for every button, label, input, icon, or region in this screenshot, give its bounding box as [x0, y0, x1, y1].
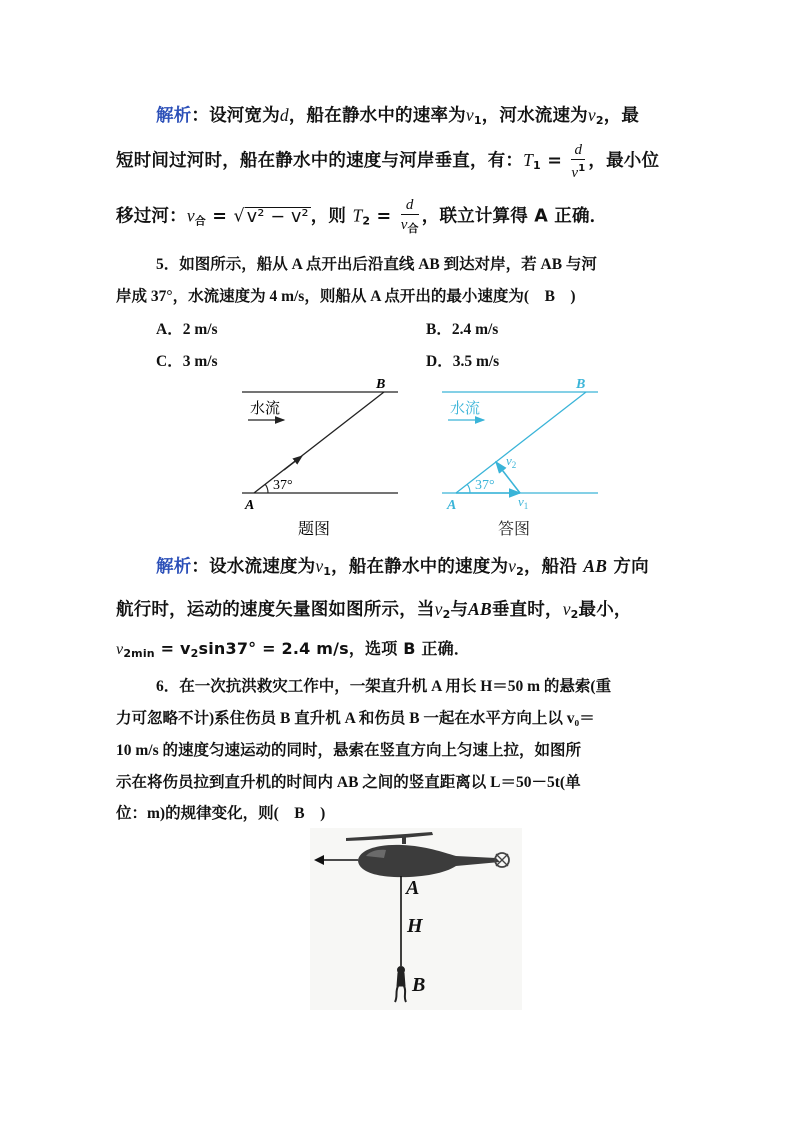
q6-line2: 力可忽略不计)系住伤员 B 直升机 A 和伤员 B 一起在水平方向上以 v₀＝: [116, 710, 595, 727]
q6-line5: 位：m)的规律变化，则( B ): [116, 805, 326, 822]
solution5-line2: 航行时，运动的速度矢量图如图所示，当$v_2$与AB垂直时，$v_2$最小，: [116, 599, 632, 621]
solution4-line2: 短时间过河时，船在静水中的速度与河岸垂直，有：$T_1$ = $\frac{d}{v^1}$ ，最小位: [116, 142, 660, 181]
solution-label: 解析: [156, 557, 192, 577]
q6-line4: 示在将伤员拉到直升机的时间内 AB 之间的竖直距离以 L＝50－5t(单: [116, 774, 581, 791]
v1-label: $v_1$: [518, 494, 529, 511]
fraction-t1: $\frac{d}{v^1}$: [571, 142, 586, 181]
point-b-label: B: [576, 377, 586, 392]
angle-arc: [265, 484, 268, 493]
fraction-t2: $\frac{d}{v_合}$: [400, 197, 419, 235]
angle-arc: [467, 484, 470, 493]
point-a-label: A: [447, 498, 457, 513]
helicopter-figure: [306, 826, 526, 1011]
q5-option-a: A．2 m/s: [156, 321, 218, 338]
q5-option-b: B．2.4 m/s: [426, 321, 499, 338]
v2-label: $v_2$: [506, 453, 517, 470]
solution-label: 解析: [156, 106, 192, 126]
solution4-line1: 解析：设河宽为d，船在静水中的速率为$v_1$，河水流速为$v_2$，最: [156, 105, 640, 127]
q5-line1: 5．如图所示，船从 A 点开出后沿直线 AB 到达对岸，若 AB 与河: [156, 256, 597, 273]
q5-line2: 岸成 37°，水流速度为 4 m/s，则船从 A 点开出的最小速度为( B ): [116, 288, 576, 305]
question-diagram: [242, 377, 398, 538]
label-h: H: [407, 915, 423, 937]
solution5-line1: 解析：设水流速度为$v_1$，船在静水中的速度为$v_2$，船沿 AB 方向: [156, 556, 649, 578]
angle-label: 37°: [475, 478, 495, 493]
q6-line1: 6．在一次抗洪救灾工作中，一架直升机 A 用长 H＝50 m 的悬索(重: [156, 678, 612, 695]
q5-figures: [0, 370, 794, 545]
label-b: B: [412, 974, 426, 996]
water-flow-label: 水流: [250, 399, 281, 417]
q5-option-d: D．3.5 m/s: [426, 353, 500, 370]
answer-figure-caption: 答图: [498, 519, 531, 538]
question-figure-caption: 题图: [298, 519, 331, 538]
label-a: A: [406, 877, 420, 899]
point-a-label: A: [245, 498, 255, 513]
sqrt-expression: v² − v²: [246, 206, 309, 227]
answer-diagram: [442, 377, 598, 513]
path-arrow: [284, 456, 302, 470]
q6-answer: B: [294, 805, 305, 822]
q5-answer: B: [544, 288, 555, 305]
solution4-line3: 移过河：$v_合$ = √ v² − v² ，则 $T_2$ = $\frac{d}{v_合}$ ，联立计算得 A 正确．: [116, 195, 607, 238]
point-b-label: B: [376, 377, 386, 392]
solution5-line3: $v_{2min} = v_2\sin 37^\circ = 2.4$ m/s，选项 B 正确．: [116, 639, 470, 660]
q6-line3: 10 m/s 的速度匀速运动的同时，悬索在竖直方向上匀速上拉，如图所: [116, 742, 582, 759]
q5-option-c: C．3 m/s: [156, 353, 218, 370]
water-flow-label: 水流: [450, 399, 481, 417]
angle-label: 37°: [273, 478, 293, 493]
